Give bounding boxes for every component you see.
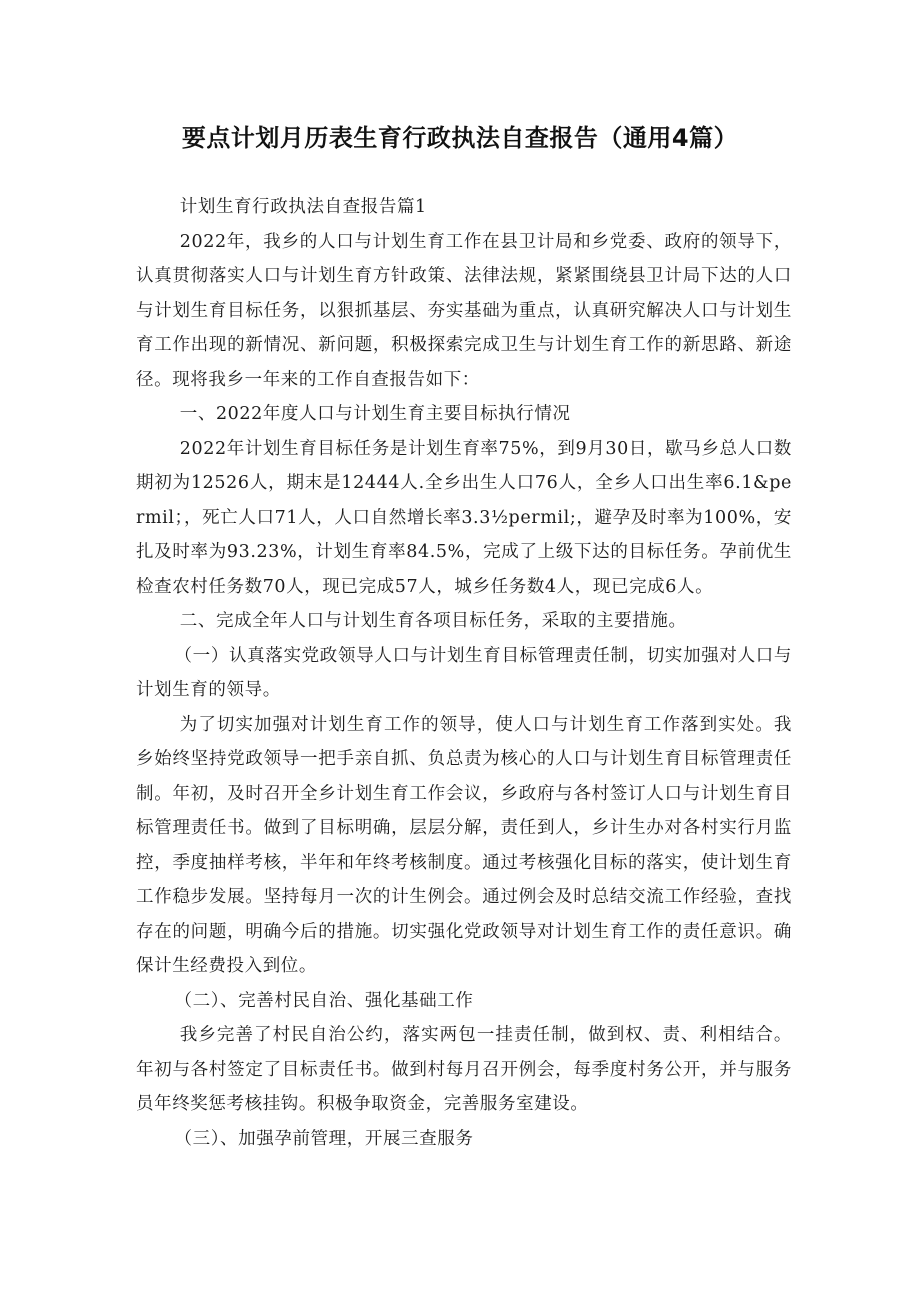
paragraph-targets: 2022年计划生育目标任务是计划生育率75%，到9月30日，歇马乡总人口数期初为12526人，期末是12444人.全乡出生人口76人，全乡人口出生率6.1&permil；，死亡人口71人，人口自然增长率3.3½permil;，避孕及时率为100%，安扎及时率为93.23%，计划生育率84.5%，完成了上级下达的目标任务。孕前优生检查农村任务数70人，现已完成57人，城乡任务数4人，现已完成6人。 <box>136 438 792 597</box>
document-body <box>136 190 792 1156</box>
paragraph-leadership: 为了切实加强对计划生育工作的领导，使人口与计划生育工作落到实处。我乡始终坚持党政领导一把手亲自抓、负总责为核心的人口与计划生育目标管理责任制。年初，及时召开全乡计划生育工作会议，乡政府与各村签订人口与计划生育目标管理责任书。做到了目标明确，层层分解，责任到人，乡计生办对各村实行月监控，季度抽样考核，半年和年终考核制度。通过考核强化目标的落实，使计划生育工作稳步发展。坚持每月一次的计生例会。通过例会及时总结交流工作经验，查找存在的问题，明确今后的措施。切实强化党政领导对计划生育工作的责任意识。确保计生经费投入到位。 <box>136 714 792 976</box>
document-title: 要点计划月历表生育行政执法自查报告（通用4篇） <box>181 124 739 152</box>
paragraph-intro: 2022年，我乡的人口与计划生育工作在县卫计局和乡党委、政府的领导下，认真贯彻落实人口与计划生育方针政策、法律法规，紧紧围绕县卫计局下达的人口与计划生育目标任务，以狠抓基层、夯实基础为重点，认真研究解决人口与计划生育工作出现的新情况、新问题，积极探索完成卫生与计划生育工作的新思路、新途径。现将我乡一年来的工作自查报告如下： <box>136 231 792 390</box>
paragraph-village-autonomy: 我乡完善了村民自治公约，落实两包一挂责任制，做到权、责、利相结合。年初与各村签定了目标责任书。做到村每月召开例会，每季度村务公开，并与服务员年终奖惩考核挂钩。积极争取资金，完善服务室建设。 <box>136 1025 792 1114</box>
section-heading-1: 一、2022年度人口与计划生育主要目标执行情况 <box>179 404 571 424</box>
subsection-heading-3: （三）、加强孕前管理，开展三查服务 <box>174 1128 474 1149</box>
section-heading-2: 二、完成全年人口与计划生育各项目标任务，采取的主要措施。 <box>179 611 687 631</box>
section-heading-article-1: 计划生育行政执法自查报告篇1 <box>179 197 427 217</box>
subsection-heading-1: （一）认真落实党政领导人口与计划生育目标管理责任制，切实加强对人口与计划生育的领导。 <box>136 645 792 700</box>
subsection-heading-2: （二）、完善村民自治、强化基础工作 <box>174 990 474 1011</box>
